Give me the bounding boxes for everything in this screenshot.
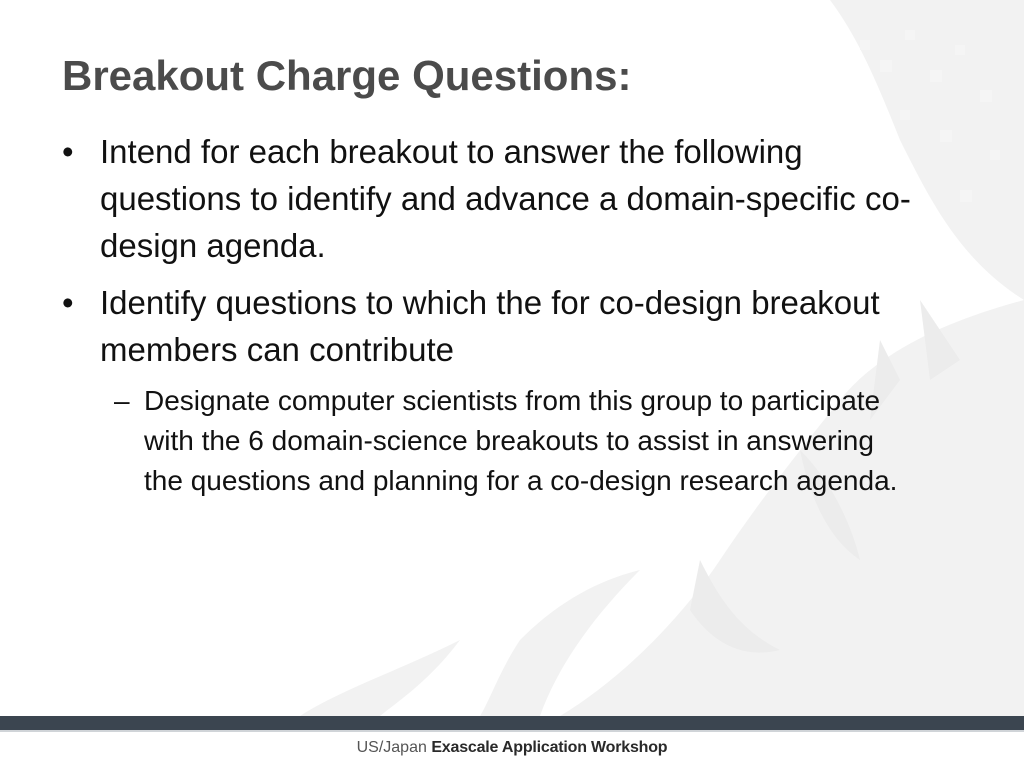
bullet-marker: •	[62, 133, 74, 170]
bullet-item	[62, 128, 922, 269]
slide-title: Breakout Charge Questions:	[62, 52, 632, 99]
bullet-item	[62, 279, 922, 373]
footer-title: Exascale Application Workshop	[431, 739, 668, 756]
footer-caption	[0, 737, 1024, 759]
footer-bar	[0, 716, 1024, 730]
bullet-list	[62, 128, 922, 501]
bullet-text: Intend for each breakout to answer the following questions to identify and advance a domain-specific co-design agenda.	[100, 133, 911, 264]
sub-bullet-text: Designate computer scientists from this group to participate with the 6 domain-science breakouts to assist in answering the questions and planning for a co-design research agenda.	[144, 385, 898, 496]
sub-bullet-marker: –	[114, 385, 130, 416]
bullet-marker: •	[62, 284, 74, 321]
bullet-text: Identify questions to which the for co-design breakout members can contribute	[100, 284, 880, 368]
footer-prefix: US/Japan	[356, 739, 427, 756]
sub-bullet-item	[114, 381, 914, 501]
footer-divider	[0, 730, 1024, 732]
